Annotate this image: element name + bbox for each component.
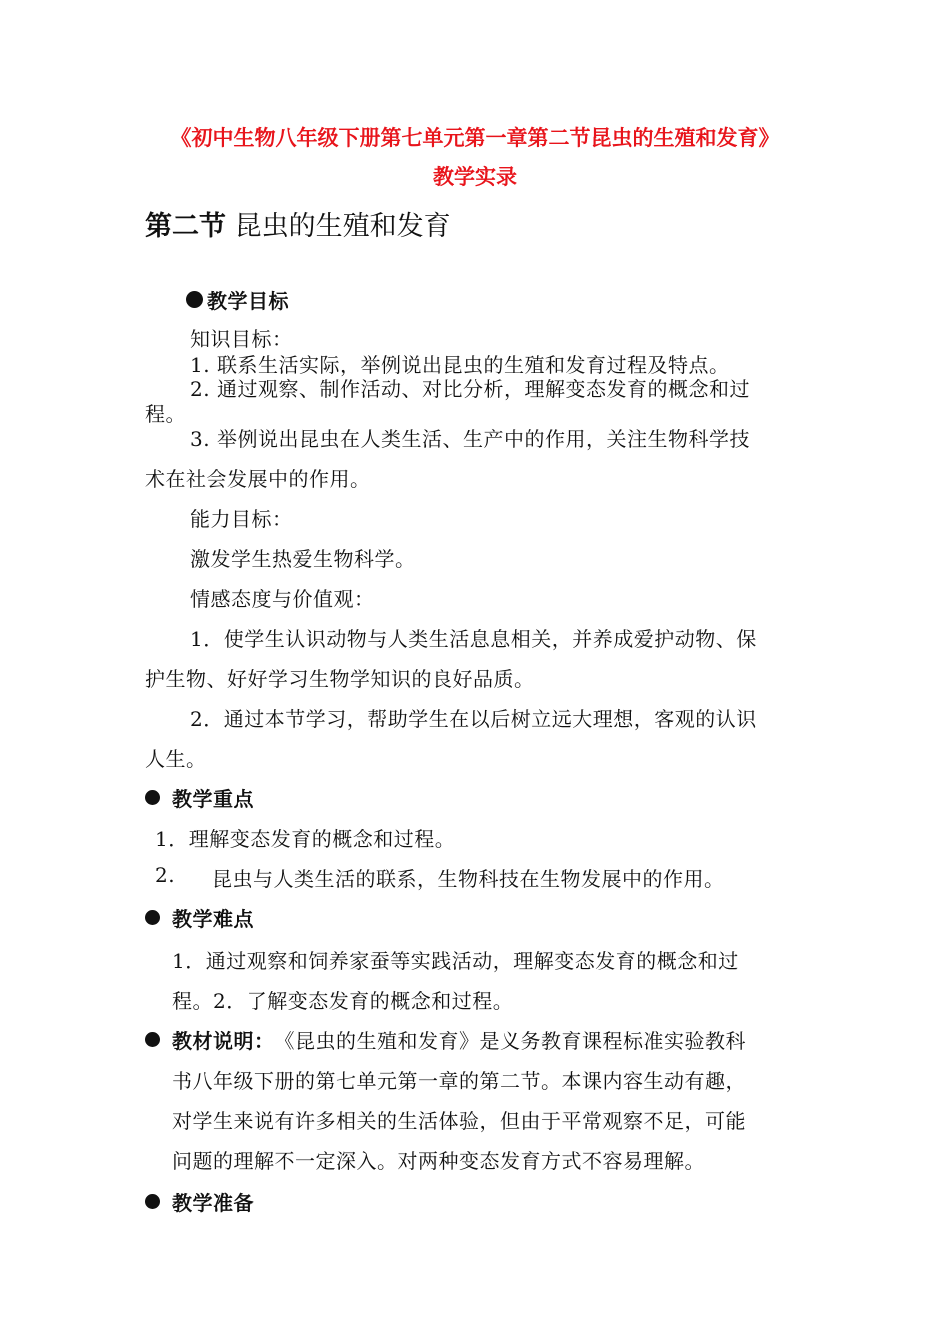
objectives-heading	[186, 285, 289, 314]
bullet-icon	[145, 1194, 160, 1209]
difficulties-heading	[145, 903, 254, 932]
emotion-item-1: 1．使学生认识动物与人类生活息息相关，并养成爱护动物、保	[190, 627, 757, 651]
difficulties-heading-text: 教学难点	[172, 907, 254, 931]
key-points-heading	[145, 783, 254, 812]
emotion-item-2-cont: 人生。	[145, 747, 207, 771]
key-point-2-number: 2.	[155, 863, 176, 887]
bullet-icon	[145, 910, 160, 925]
materials-text-4: 问题的理解不一定深入。对两种变态发育方式不容易理解。	[172, 1149, 705, 1173]
bullet-icon	[186, 291, 203, 308]
section-heading	[145, 204, 451, 243]
section-number: 第二节	[145, 211, 226, 242]
difficulty-1-cont: 程。2．了解变态发育的概念和过程。	[172, 989, 514, 1013]
knowledge-item-3-cont: 术在社会发展中的作用。	[145, 467, 371, 491]
materials-heading: 教材说明：	[172, 1029, 275, 1053]
objectives-heading-text: 教学目标	[207, 289, 289, 313]
materials-line-1	[145, 1025, 746, 1054]
ability-item-1: 激发学生热爱生物科学。	[190, 547, 416, 571]
materials-text-1: 《昆虫的生殖和发育》是义务教育课程标准实验教科	[274, 1029, 746, 1053]
key-points-heading-text: 教学重点	[172, 787, 254, 811]
key-point-1: 1．理解变态发育的概念和过程。	[155, 827, 456, 851]
emotion-item-1-cont: 护生物、好好学习生物学知识的良好品质。	[145, 667, 535, 691]
preparation-heading	[145, 1187, 254, 1216]
section-title: 昆虫的生殖和发育	[234, 211, 451, 242]
knowledge-item-3: 3. 举例说出昆虫在人类生活、生产中的作用，关注生物科学技	[190, 427, 750, 451]
document-title: 《初中生物八年级下册第七单元第一章第二节昆虫的生殖和发育》	[170, 125, 780, 150]
difficulty-1: 1．通过观察和饲养家蚕等实践活动，理解变态发育的概念和过	[172, 949, 739, 973]
bullet-icon	[145, 1032, 160, 1047]
emotion-item-2: 2．通过本节学习，帮助学生在以后树立远大理想，客观的认识	[190, 707, 757, 731]
knowledge-item-1: 1. 联系生活实际，举例说出昆虫的生殖和发育过程及特点。	[190, 353, 730, 377]
preparation-heading-text: 教学准备	[172, 1191, 254, 1215]
materials-text-2: 书八年级下册的第七单元第一章的第二节。本课内容生动有趣，	[172, 1069, 746, 1093]
knowledge-item-2-cont: 程。	[145, 402, 186, 426]
bullet-icon	[145, 790, 160, 805]
document-subtitle: 教学实录	[433, 164, 517, 189]
key-point-2: 昆虫与人类生活的联系，生物科技在生物发展中的作用。	[212, 867, 725, 891]
emotion-label: 情感态度与价值观：	[190, 587, 375, 611]
knowledge-item-2: 2. 通过观察、制作活动、对比分析，理解变态发育的概念和过	[190, 377, 750, 401]
ability-label: 能力目标：	[190, 507, 293, 531]
materials-text-3: 对学生来说有许多相关的生活体验，但由于平常观察不足，可能	[172, 1109, 746, 1133]
knowledge-label: 知识目标：	[190, 327, 293, 351]
